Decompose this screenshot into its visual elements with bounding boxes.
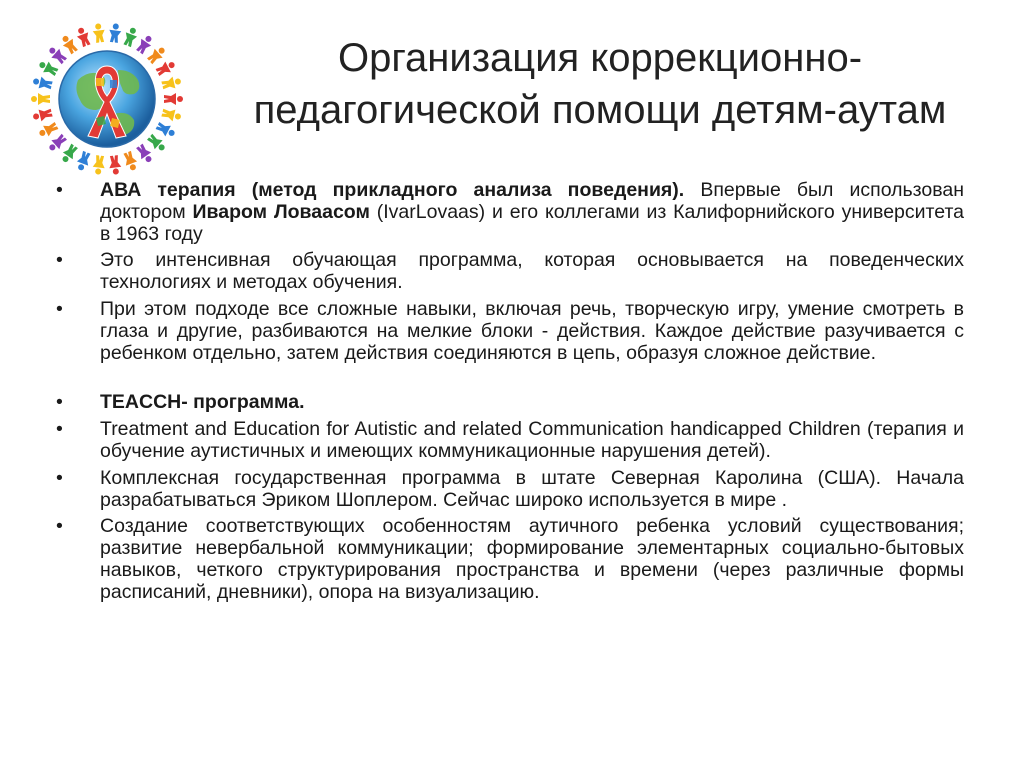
child-figure-icon <box>108 155 122 175</box>
child-figure-icon <box>59 33 80 55</box>
list-item: • Комплексная государственная программа в штате Северная Каролина (США). Начала разрабатываться Эриком Шоплером. Сейчас широко используется в мире . <box>56 466 964 511</box>
bullet-icon: • <box>56 179 63 201</box>
list-item: • Это интенсивная обучающая программа, которая основывается на поведенческих технологиях и методах обучения. <box>56 249 964 294</box>
child-figure-icon <box>31 93 50 105</box>
child-figure-icon <box>46 132 68 154</box>
title-line-1: Организация коррекционно- <box>337 36 863 80</box>
list-item: • Treatment and Education for Autistic and related Communication handicapped Children (терапия и обучение аутистичных и имеющих коммуникационные нарушения детей). <box>56 418 964 462</box>
title-line-2: педагогической помощи детям-аутам <box>253 88 947 132</box>
child-figure-icon <box>161 107 182 123</box>
list-item <box>56 392 964 414</box>
child-figure-icon <box>164 93 183 105</box>
bullet-list <box>56 180 964 604</box>
list-item: • АВА терапия (метод прикладного анализа поведения). Впервые был использован доктором Иваром Ловаасом (IvarLovaas) и его коллегами из Калифорнийского университета в 1963 году <box>56 179 964 245</box>
list-item: • При этом подходе все сложные навыки, включая речь, творческую игру, умение смотреть в глаза и другие, разбиваются на мелкие блоки - действия. Каждое действие разучивается с ребенком отдельно, затем действия соединяются в цепь, образуя сложное действие. <box>56 297 964 364</box>
child-figure-icon <box>122 150 140 172</box>
child-figure-icon <box>155 58 177 77</box>
bullet-icon: • <box>56 297 63 320</box>
child-figure-icon <box>134 33 155 55</box>
child-figure-icon <box>122 26 140 48</box>
bullet-icon: • <box>56 418 63 441</box>
autism-awareness-logo <box>26 18 188 180</box>
child-figure-icon <box>37 120 59 139</box>
child-figure-icon <box>92 155 106 175</box>
author-name: Иваром Ловаасом <box>192 200 370 223</box>
aba-heading: АВА терапия (метод прикладного анализа поведения). <box>100 179 685 201</box>
child-figure-icon <box>32 75 53 91</box>
child-figure-icon <box>74 26 92 48</box>
child-figure-icon <box>74 150 92 172</box>
child-figure-icon <box>46 44 68 66</box>
bullet-icon: • <box>56 515 63 538</box>
bullet-icon: • <box>56 466 63 489</box>
slide-title <box>200 32 1000 136</box>
child-figure-icon <box>146 132 168 154</box>
child-figure-icon <box>134 143 155 165</box>
list-item: • Создание соответствующих особенностям аутичного ребенка условий существования; развитие невербальной коммуникации; формирование элементарных социально-бытовых навыков, четкого структурирования пространства и времени (через различные формы расписаний, дневники), опора на визуализацию. <box>56 515 964 603</box>
child-figure-icon <box>161 75 182 91</box>
child-figure-icon <box>108 23 122 43</box>
child-figure-icon <box>146 44 168 66</box>
child-figure-icon <box>92 23 106 43</box>
child-figure-icon <box>32 107 53 123</box>
child-figure-icon <box>59 143 80 165</box>
child-figure-icon <box>37 58 59 77</box>
child-figure-icon <box>155 120 177 139</box>
bullet-icon: • <box>56 249 63 272</box>
bullet-icon: • <box>56 391 63 414</box>
teacch-heading: TEACCH- программа. <box>100 391 305 414</box>
